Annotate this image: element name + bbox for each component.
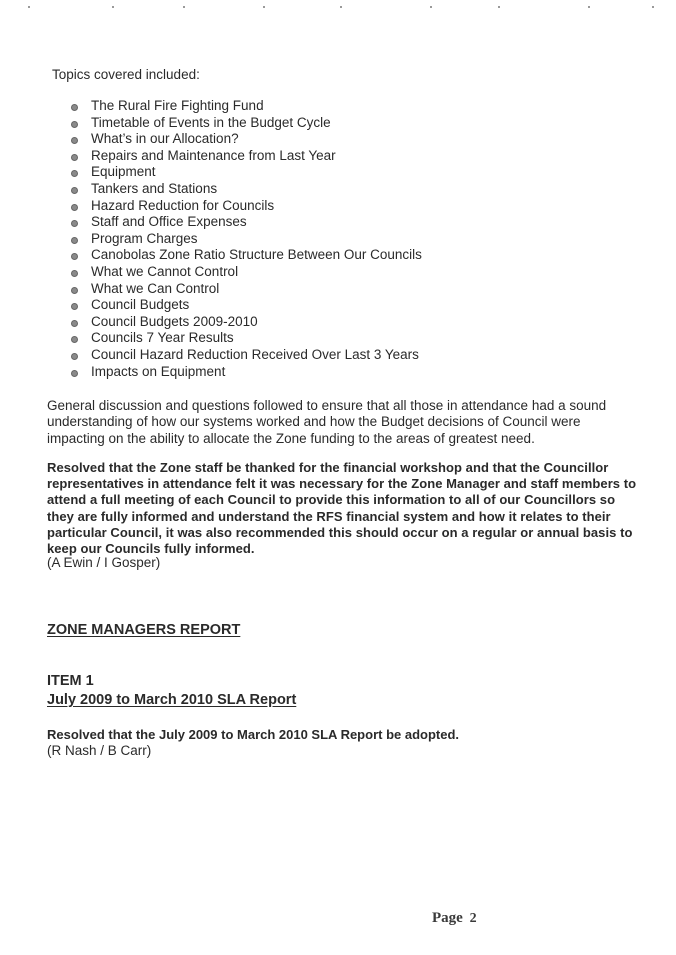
topics-list xyxy=(68,98,422,380)
bullet-icon xyxy=(71,320,78,327)
general-discussion-paragraph: General discussion and questions followed to ensure that all those in attendance had a sound understanding of how our systems worked and how the Budget decisions of Council were impacting on the ability to allocate the Zone funding to the areas of greatest need. xyxy=(47,398,607,446)
list-item: What we Can Control xyxy=(68,281,422,298)
list-item: What’s in our Allocation? xyxy=(68,131,422,148)
bullet-icon xyxy=(71,121,78,128)
list-item: Council Budgets 2009-2010 xyxy=(68,314,422,331)
list-item: Council Hazard Reduction Received Over Last 3 Years xyxy=(68,347,422,364)
bullet-icon xyxy=(71,137,78,144)
item-number: ITEM 1 xyxy=(47,673,94,689)
bullet-icon xyxy=(71,303,78,310)
bullet-icon xyxy=(71,204,78,211)
list-item: Program Charges xyxy=(68,231,422,248)
bullet-icon xyxy=(71,370,78,377)
bullet-icon xyxy=(71,187,78,194)
page-number-value: 2 xyxy=(469,911,477,926)
bullet-icon xyxy=(71,154,78,161)
bullet-icon xyxy=(71,220,78,227)
list-item: Canobolas Zone Ratio Structure Between Our Councils xyxy=(68,247,422,264)
item-resolution: Resolved that the July 2009 to March 2010 SLA Report be adopted. xyxy=(47,727,460,742)
list-item: Timetable of Events in the Budget Cycle xyxy=(68,115,422,132)
bullet-icon xyxy=(71,170,78,177)
list-item: Equipment xyxy=(68,164,422,181)
bullet-icon xyxy=(71,253,78,260)
bullet-icon xyxy=(71,336,78,343)
list-item: Repairs and Maintenance from Last Year xyxy=(68,148,422,165)
bullet-icon xyxy=(71,237,78,244)
item-movers: (R Nash / B Carr) xyxy=(47,743,152,758)
item-title: July 2009 to March 2010 SLA Report xyxy=(47,692,297,708)
page-number xyxy=(432,910,477,927)
list-item: Hazard Reduction for Councils xyxy=(68,198,422,215)
bullet-icon xyxy=(71,353,78,360)
list-item: Tankers and Stations xyxy=(68,181,422,198)
list-item: The Rural Fire Fighting Fund xyxy=(68,98,422,115)
page-label: Page xyxy=(432,910,463,926)
list-item: Councils 7 Year Results xyxy=(68,330,422,347)
list-item: Impacts on Equipment xyxy=(68,364,422,381)
workshop-movers: (A Ewin / I Gosper) xyxy=(47,555,161,570)
list-item: Staff and Office Expenses xyxy=(68,214,422,231)
bullet-icon xyxy=(71,287,78,294)
list-item: Council Budgets xyxy=(68,297,422,314)
workshop-resolution: Resolved that the Zone staff be thanked for the financial workshop and that the Councillor representatives in attendance felt it was necessary for the Zone Manager and staff members to attend a full meeting of each Council to provide this information to all of our Councillors so they are fully informed and understand the RFS financial system and how it relates to their particular Council, it was also recommended this should occur on a regular or annual basis to keep our Councils fully informed. xyxy=(47,460,637,557)
bullet-icon xyxy=(71,104,78,111)
bullet-icon xyxy=(71,270,78,277)
section-heading: ZONE MANAGERS REPORT xyxy=(47,622,241,638)
topics-intro: Topics covered included: xyxy=(52,67,200,82)
list-item: What we Cannot Control xyxy=(68,264,422,281)
scan-marks xyxy=(0,6,676,12)
